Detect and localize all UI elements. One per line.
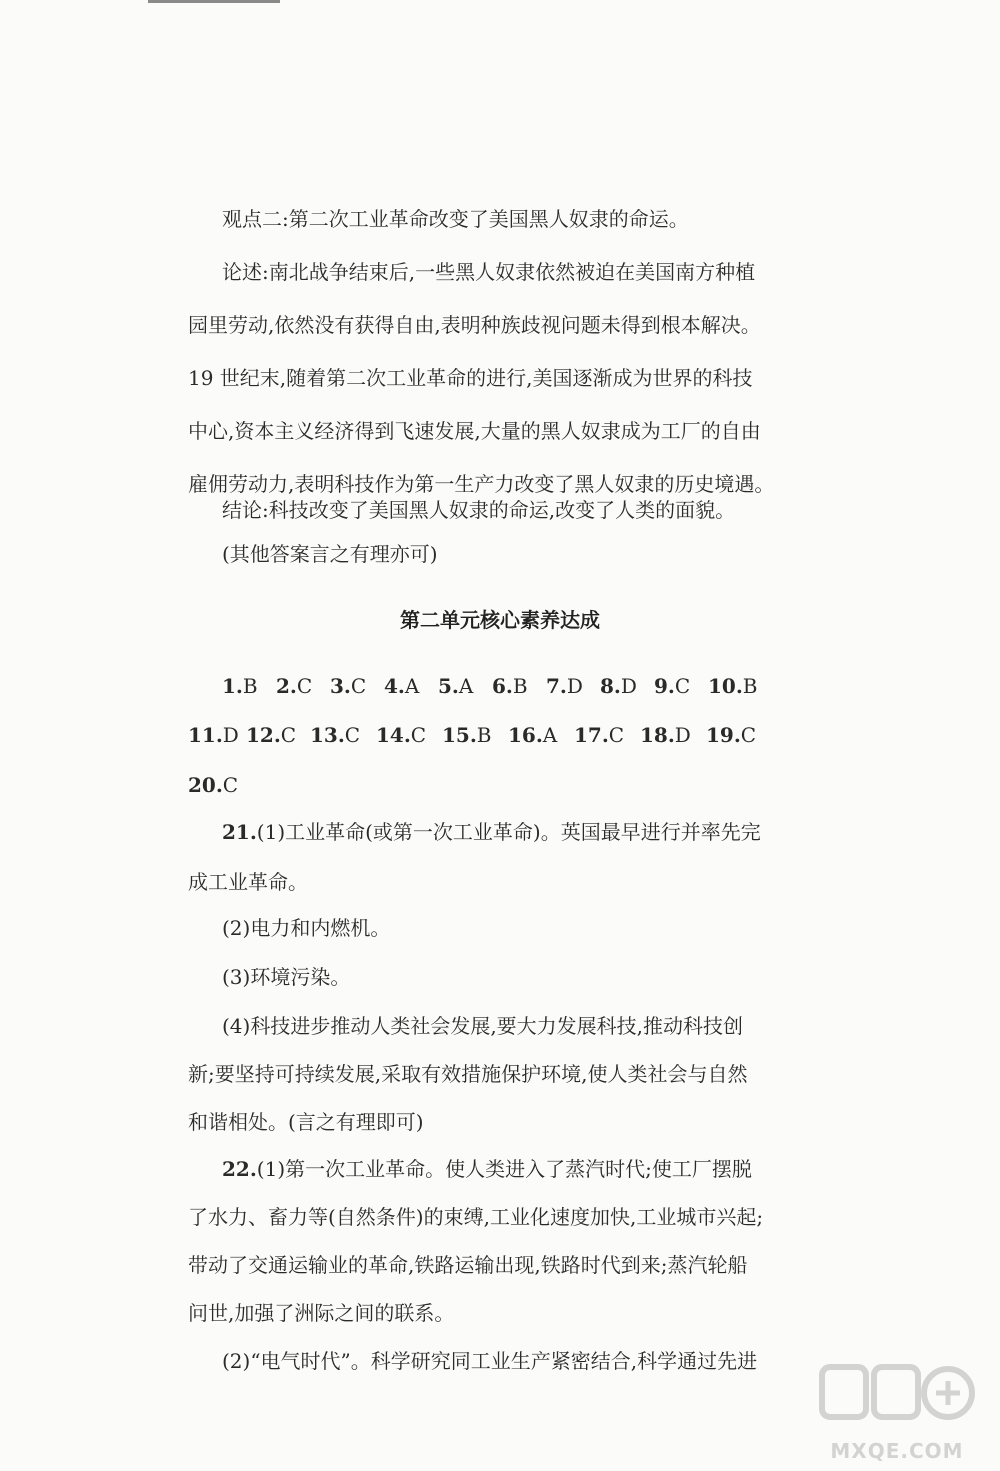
answer-item: 5.A [438, 674, 474, 698]
q22-line-3: 带动了交通运输业的革命,铁路运输出现,铁路时代到来;蒸汽轮船 [188, 1253, 748, 1277]
q22-line-4: 问世,加强了洲际之间的联系。 [188, 1301, 455, 1325]
answer-item: 10.B [708, 674, 758, 698]
q21-line-1 [222, 818, 761, 846]
q21-number: 21. [222, 820, 257, 844]
q21-line-3: (2)电力和内燃机。 [222, 916, 391, 940]
q21-line-4: (3)环境污染。 [222, 965, 351, 989]
q22-number: 22. [222, 1157, 257, 1181]
paragraph-viewpoint-two: 观点二:第二次工业革命改变了美国黑人奴隶的命运。 [222, 207, 689, 231]
q22-line-2: 了水力、畜力等(自然条件)的束缚,工业化速度加快,工业城市兴起; [188, 1205, 764, 1229]
answers-row-3 [0, 770, 1000, 800]
paragraph-argument-line-5: 雇佣劳动力,表明科技作为第一生产力改变了黑人奴隶的历史境遇。 [188, 472, 775, 496]
answer-item: 7.D [546, 674, 583, 698]
q21-line-5: (4)科技进步推动人类社会发展,要大力发展科技,推动科技创 [222, 1014, 744, 1038]
paragraph-argument-line-1: 论述:南北战争结束后,一些黑人奴隶依然被迫在美国南方种植 [222, 260, 756, 284]
answer-item: 8.D [600, 674, 637, 698]
answer-item: 20.C [188, 773, 239, 797]
q21-line-7: 和谐相处。(言之有理即可) [188, 1110, 424, 1134]
answer-item: 18.D [640, 723, 691, 747]
watermark-logo [812, 1357, 982, 1467]
watermark-text: MXQE.COM [830, 1439, 964, 1463]
paragraph-note: (其他答案言之有理亦可) [222, 542, 438, 566]
top-rule [148, 0, 280, 3]
q21-line-2: 成工业革命。 [188, 870, 308, 894]
answer-item: 4.A [384, 674, 420, 698]
answer-item: 15.B [442, 723, 492, 747]
answer-item: 16.A [508, 723, 558, 747]
section-title: 第二单元核心素养达成 [400, 608, 600, 632]
paragraph-argument-line-3: 19 世纪末,随着第二次工业革命的进行,美国逐渐成为世界的科技 [188, 366, 753, 390]
answer-item: 12.C [246, 723, 297, 747]
paragraph-argument-line-4: 中心,资本主义经济得到飞速发展,大量的黑人奴隶成为工厂的自由 [188, 419, 761, 443]
q21-line-6: 新;要坚持可持续发展,采取有效措施保护环境,使人类社会与自然 [188, 1062, 748, 1086]
paragraph-conclusion: 结论:科技改变了美国黑人奴隶的命运,改变了人类的面貌。 [222, 498, 736, 522]
answer-item: 19.C [706, 723, 757, 747]
answer-item: 6.B [492, 674, 528, 698]
answer-item: 17.C [574, 723, 625, 747]
q21-text-1: (1)工业革命(或第一次工业革命)。英国最早进行并率先完 [256, 820, 761, 844]
q22-line-5: (2)“电气时代”。科学研究同工业生产紧密结合,科学通过先进 [222, 1349, 758, 1373]
answer-item: 2.C [276, 674, 313, 698]
paragraph-argument-line-2: 园里劳动,依然没有获得自由,表明种族歧视问题未得到根本解决。 [188, 313, 761, 337]
answers-row-1 [0, 671, 1000, 701]
q22-line-1 [222, 1155, 752, 1183]
answers-row-2 [0, 720, 1000, 750]
answer-item: 13.C [310, 723, 361, 747]
answer-item: 1.B [222, 674, 258, 698]
answer-item: 9.C [654, 674, 691, 698]
answer-item: 11.D [188, 723, 239, 747]
answer-item: 14.C [376, 723, 427, 747]
q22-text-1: (1)第一次工业革命。使人类进入了蒸汽时代;使工厂摆脱 [256, 1157, 752, 1181]
answer-item: 3.C [330, 674, 367, 698]
watermark-logo-icon [812, 1357, 982, 1437]
